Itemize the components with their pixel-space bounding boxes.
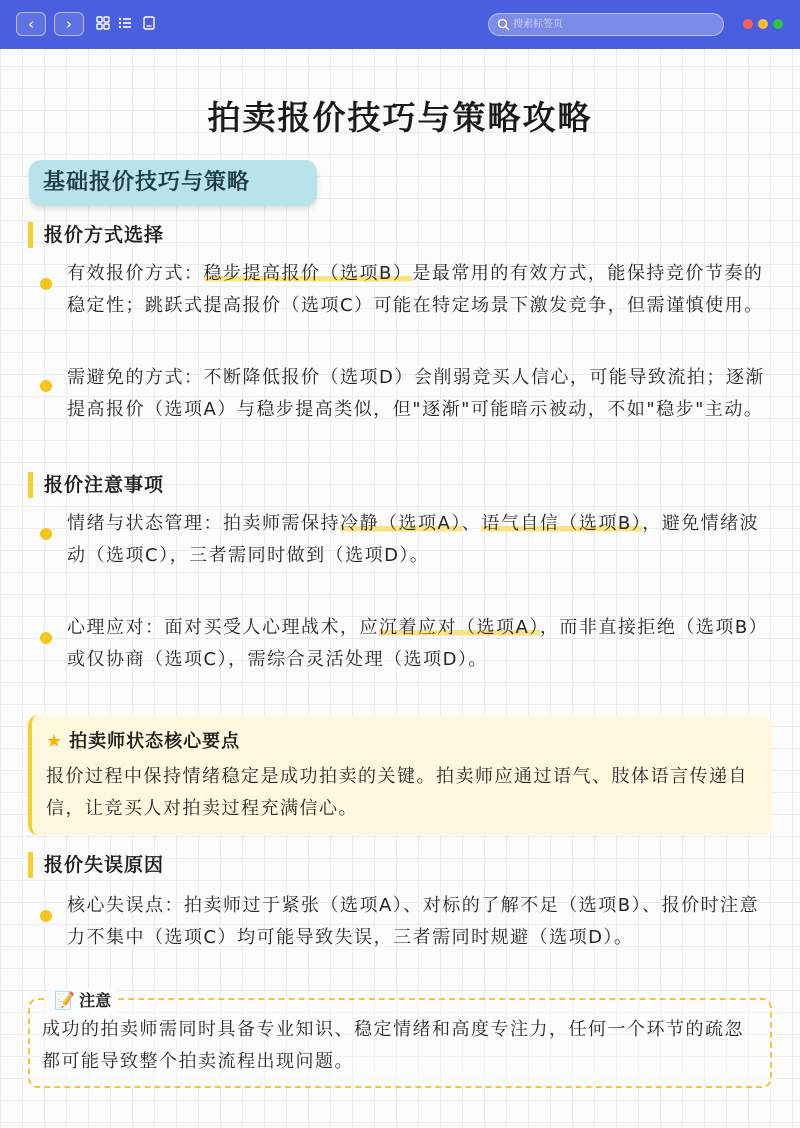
page-title: 拍卖报价技巧与策略攻略 <box>207 98 593 137</box>
bullet-rest: 是最常用的有效方式，能保持竞价节奏的稳定性；跳跃式提高报价（选项C）可能在特定场景下激发竞争，但需谨慎使用。 <box>67 263 764 316</box>
note-body: 成功的拍卖师需同时具备专业知识、稳定情绪和高度专注力，任何一个环节的疏忽都可能导致整个拍卖流程出现问题。 <box>42 1019 744 1072</box>
bullet-text <box>67 258 776 322</box>
star-icon: ★ <box>46 731 64 752</box>
forward-button[interactable]: › <box>54 12 84 36</box>
bullet-dot <box>40 632 52 644</box>
bullet-text <box>67 612 776 676</box>
back-button[interactable]: ‹ <box>16 12 46 36</box>
section-banner: 基础报价技巧与策略 <box>29 160 317 206</box>
bullet-text: 核心失误点：拍卖师过于紧张（选项A）、对标的了解不足（选项B）、报价时注意力不集中（选项C）均可能导致失误，三者需同时规避（选项D）。 <box>67 895 760 948</box>
callout-title-text: 拍卖师状态核心要点 <box>69 731 241 752</box>
bullet-separator: 、 <box>461 513 482 534</box>
highlight: 冷静（选项A） <box>340 513 462 534</box>
highlight: 语气自信（选项B） <box>481 513 643 534</box>
subheading-quote-method: 报价方式选择 <box>28 222 164 248</box>
bullet-dot <box>40 278 52 290</box>
list-item <box>40 362 776 426</box>
memo-icon: 📝 <box>54 991 76 1011</box>
search-box[interactable] <box>488 13 724 36</box>
highlight: 稳步提高报价（选项B） <box>203 263 413 284</box>
list-item <box>40 890 776 954</box>
browser-toolbar <box>0 0 800 49</box>
bullet-dot <box>40 910 52 922</box>
bullet-text: 需避免的方式：不断降低报价（选项D）会削弱竞买人信心，可能导致流拍；逐渐提高报价（选项A）与稳步提高类似，但"逐渐"可能暗示被动，不如"稳步"主动。 <box>67 367 765 420</box>
bullet-rest: ，避免情绪波动（选项C），三者需同时做到（选项D）。 <box>67 513 760 566</box>
list-item <box>40 612 776 676</box>
search-input[interactable] <box>513 16 713 33</box>
maximize-window-button[interactable] <box>773 19 783 29</box>
subheading-quote-notes: 报价注意事项 <box>28 472 164 498</box>
list-item <box>40 258 776 322</box>
list-view-icon[interactable] <box>118 16 132 30</box>
bullet-text <box>67 508 776 572</box>
reader-icon[interactable] <box>142 16 156 30</box>
bullet-rest: ，而非直接拒绝（选项B）或仅协商（选项C），需综合灵活处理（选项D）。 <box>67 617 769 670</box>
bullet-label: 情绪与状态管理：拍卖师需保持 <box>67 513 340 534</box>
note-label <box>48 989 117 1013</box>
list-item <box>40 508 776 572</box>
bullet-label: 有效报价方式： <box>67 263 204 284</box>
callout-body: 报价过程中保持情绪稳定是成功拍卖的关键。拍卖师应通过语气、肢体语言传递自信，让竞买人对拍卖过程充满信心。 <box>46 766 748 819</box>
highlight: 沉着应对（选项A） <box>379 617 540 638</box>
note-label-text: 注意 <box>79 991 112 1010</box>
bullet-dot <box>40 528 52 540</box>
key-points-callout <box>28 715 772 835</box>
subheading-error-causes: 报价失误原因 <box>28 852 164 878</box>
note-box <box>28 998 772 1088</box>
minimize-window-button[interactable] <box>758 19 768 29</box>
callout-title <box>46 727 240 753</box>
bullet-label: 心理应对：面对买受人心理战术，应 <box>67 617 379 638</box>
bullet-dot <box>40 380 52 392</box>
grid-view-icon[interactable] <box>96 16 110 30</box>
search-icon <box>497 18 510 31</box>
close-window-button[interactable] <box>743 19 753 29</box>
